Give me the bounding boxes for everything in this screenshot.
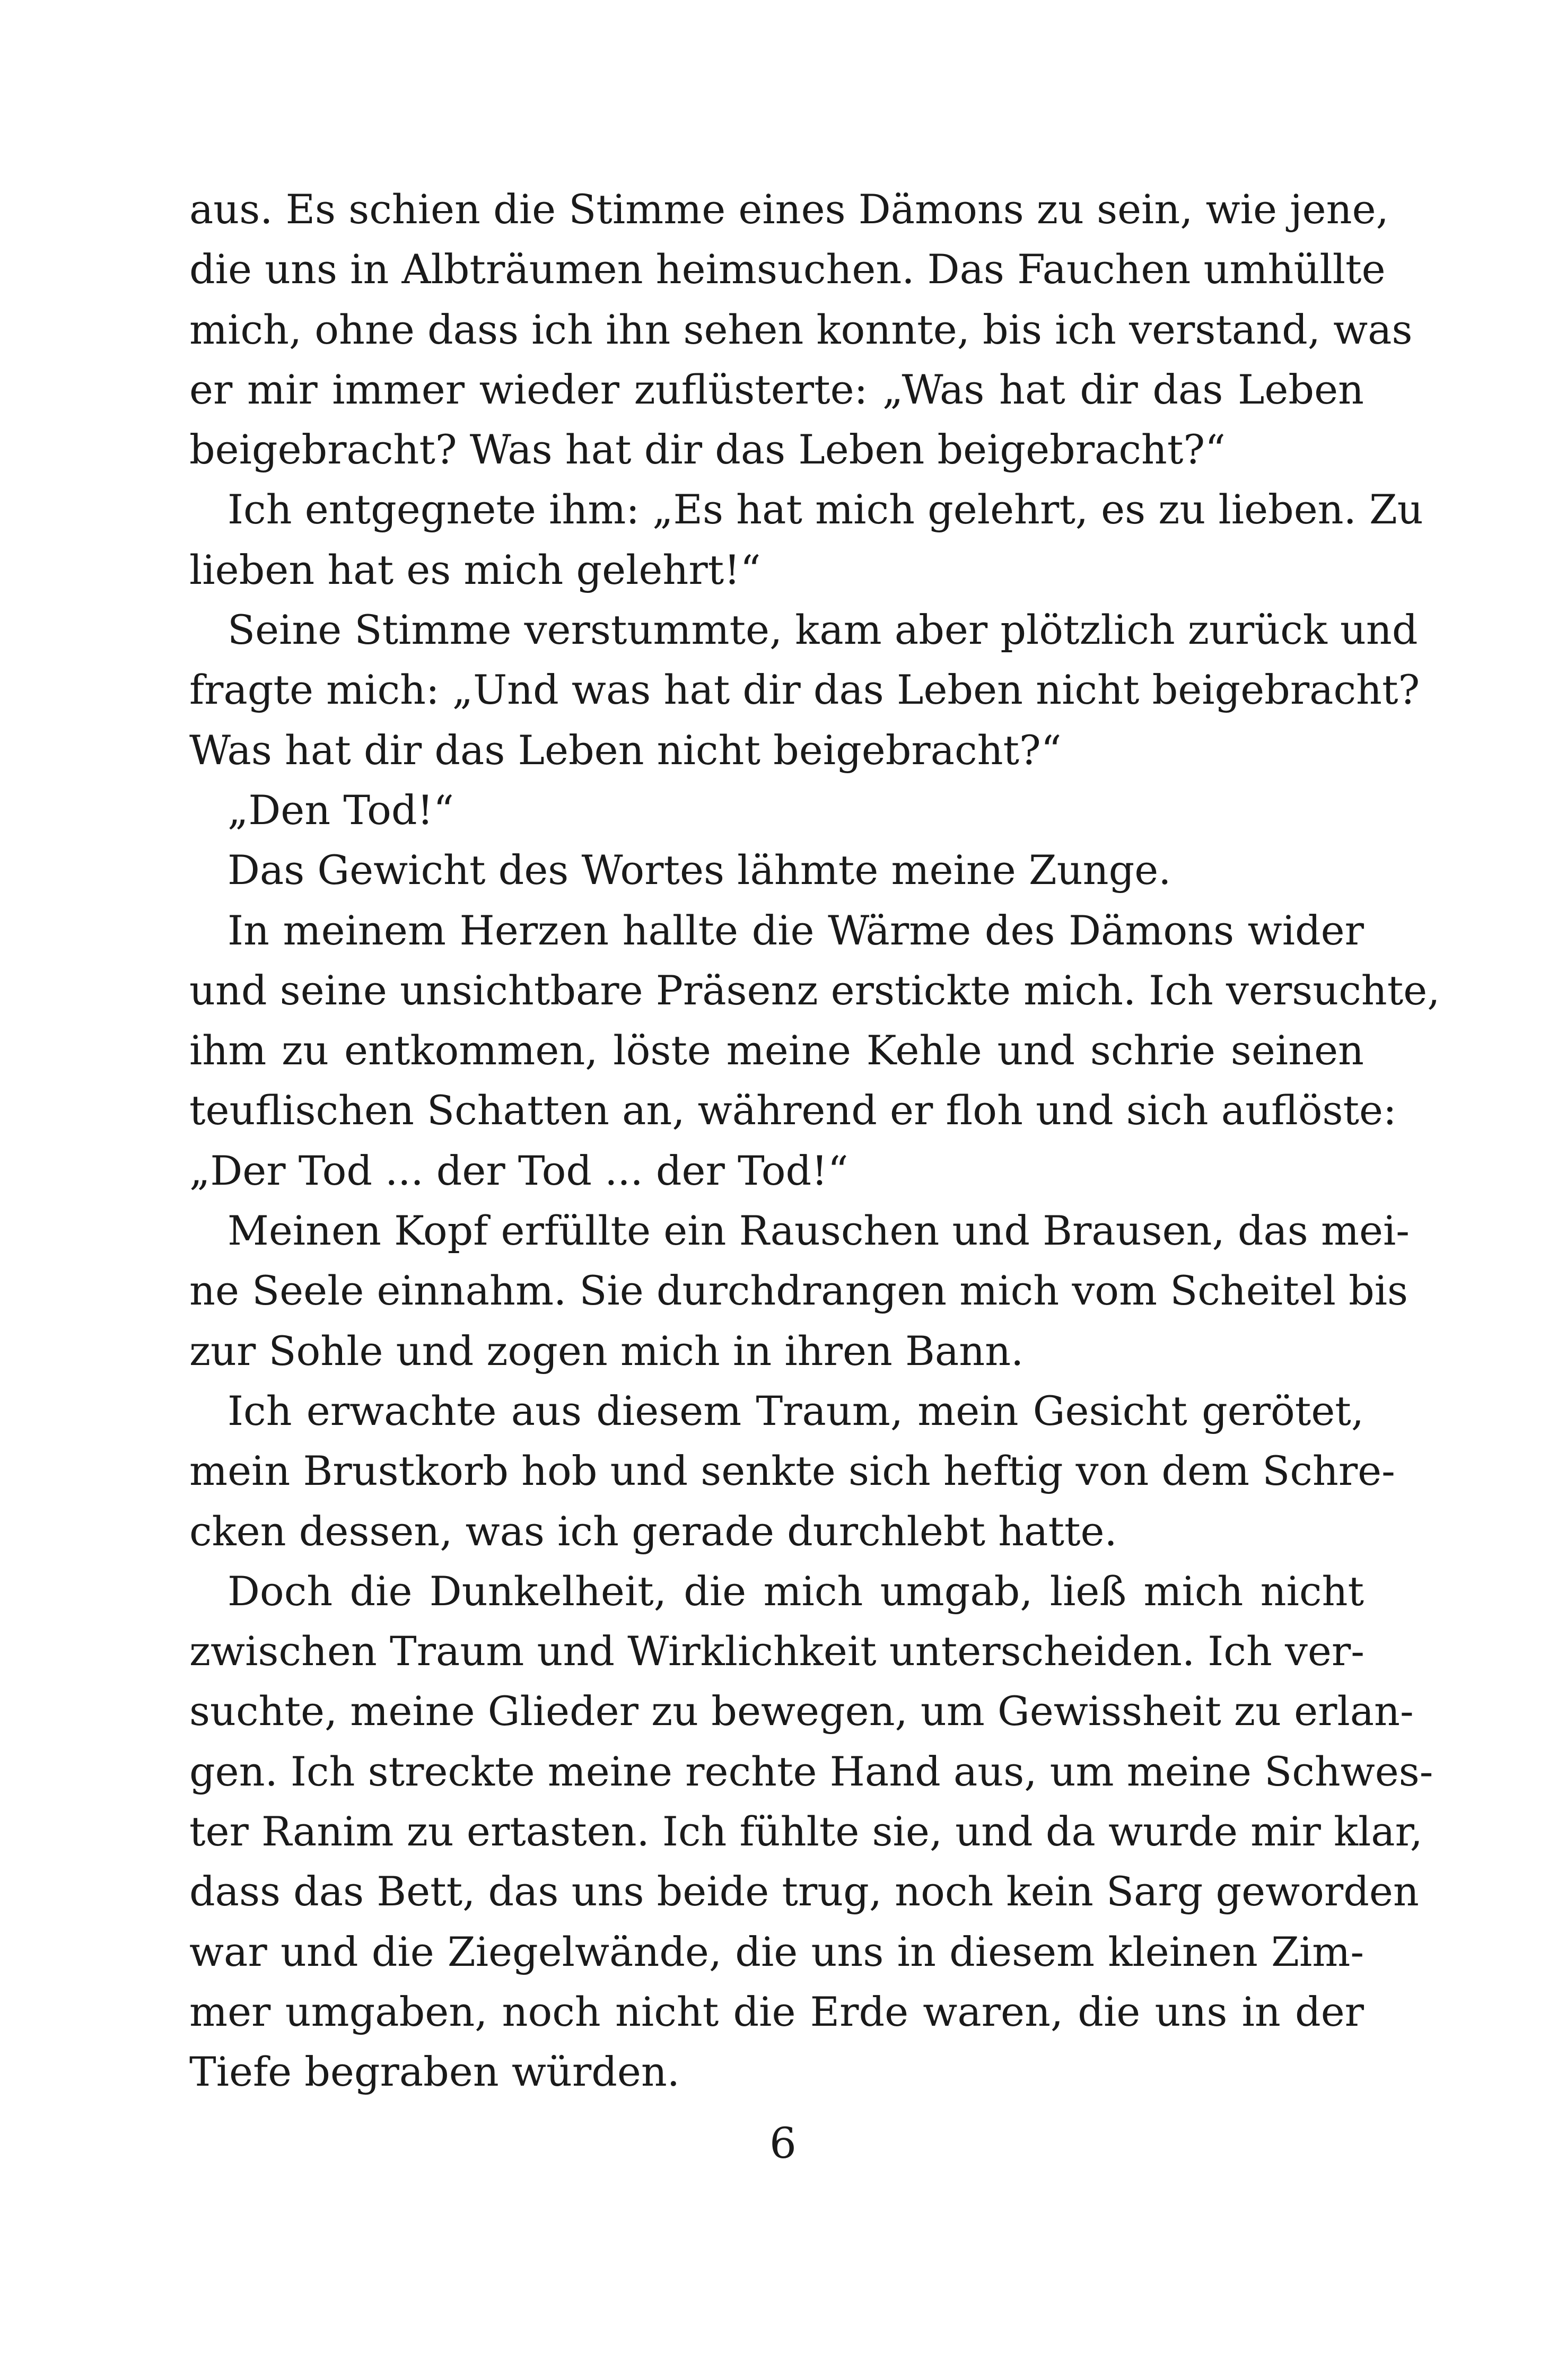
text-line: die uns in Albträumen heimsuchen. Das Fauchen umhüllte — [189, 246, 1386, 293]
text-line: „Den Tod!“ — [228, 786, 454, 834]
body-text — [189, 179, 1440, 2102]
text-line: zur Sohle und zogen mich in ihren Bann. — [189, 1327, 1024, 1375]
page-number: 6 — [769, 2119, 797, 2168]
text-line: mich, ohne dass ich ihn sehen konnte, bis ich verstand, was — [189, 305, 1413, 353]
text-line: aus. Es schien die Stimme eines Dämons zu sein, wie jene, — [189, 186, 1389, 233]
text-line: ihm zu entkommen, löste meine Kehle und schrie seinen — [189, 1027, 1364, 1074]
text-line: mer umgaben, noch nicht die Erde waren, die uns in der — [189, 1988, 1364, 2035]
text-line: ter Ranim zu ertasten. Ich fühlte sie, und da wurde mir klar, — [189, 1808, 1423, 1856]
text-line: Meinen Kopf erfüllte ein Rauschen und Brausen, das mei- — [228, 1207, 1410, 1255]
text-line: fragte mich: „Und was hat dir das Leben nicht beigebracht? — [189, 666, 1420, 714]
text-line: teuflischen Schatten an, während er floh und sich auflöste: — [189, 1087, 1397, 1134]
text-line: Was hat dir das Leben nicht beigebracht?“ — [189, 726, 1062, 774]
text-line: Seine Stimme verstummte, kam aber plötzlich zurück und — [228, 606, 1418, 654]
text-line: Doch die Dunkelheit, die mich umgab, ließ mich nicht — [228, 1567, 1364, 1615]
text-line: cken dessen, was ich gerade durchlebt hatte. — [189, 1507, 1117, 1555]
text-line: Ich erwachte aus diesem Traum, mein Gesicht gerötet, — [228, 1387, 1364, 1434]
text-line: In meinem Herzen hallte die Wärme des Dämons wider — [228, 906, 1364, 954]
text-line: ne Seele einnahm. Sie durchdrangen mich vom Scheitel bis — [189, 1267, 1408, 1315]
text-line: war und die Ziegelwände, die uns in diesem kleinen Zim- — [189, 1928, 1364, 1975]
text-line: „Der Tod ... der Tod ... der Tod!“ — [189, 1147, 848, 1194]
text-line: und seine unsichtbare Präsenz erstickte mich. Ich versuchte, — [189, 966, 1440, 1014]
text-line: zwischen Traum und Wirklichkeit unterscheiden. Ich ver- — [189, 1628, 1364, 1675]
text-line: Das Gewicht des Wortes lähmte meine Zunge. — [228, 846, 1171, 894]
text-line: dass das Bett, das uns beide trug, noch kein Sarg geworden — [189, 1868, 1419, 1915]
text-line: Tiefe begraben würden. — [189, 2048, 680, 2096]
text-line: suchte, meine Glieder zu bewegen, um Gewissheit zu erlan- — [189, 1687, 1414, 1735]
text-line: beigebracht? Was hat dir das Leben beigebracht?“ — [189, 426, 1226, 474]
text-line: er mir immer wieder zuflüsterte: „Was hat dir das Leben — [189, 365, 1364, 413]
text-line: gen. Ich streckte meine rechte Hand aus, um meine Schwes- — [189, 1747, 1433, 1795]
text-line: lieben hat es mich gelehrt!“ — [189, 546, 761, 593]
text-line: mein Brustkorb hob und senkte sich heftig von dem Schre- — [189, 1447, 1395, 1495]
text-line: Ich entgegnete ihm: „Es hat mich gelehrt, es zu lieben. Zu — [228, 486, 1423, 533]
